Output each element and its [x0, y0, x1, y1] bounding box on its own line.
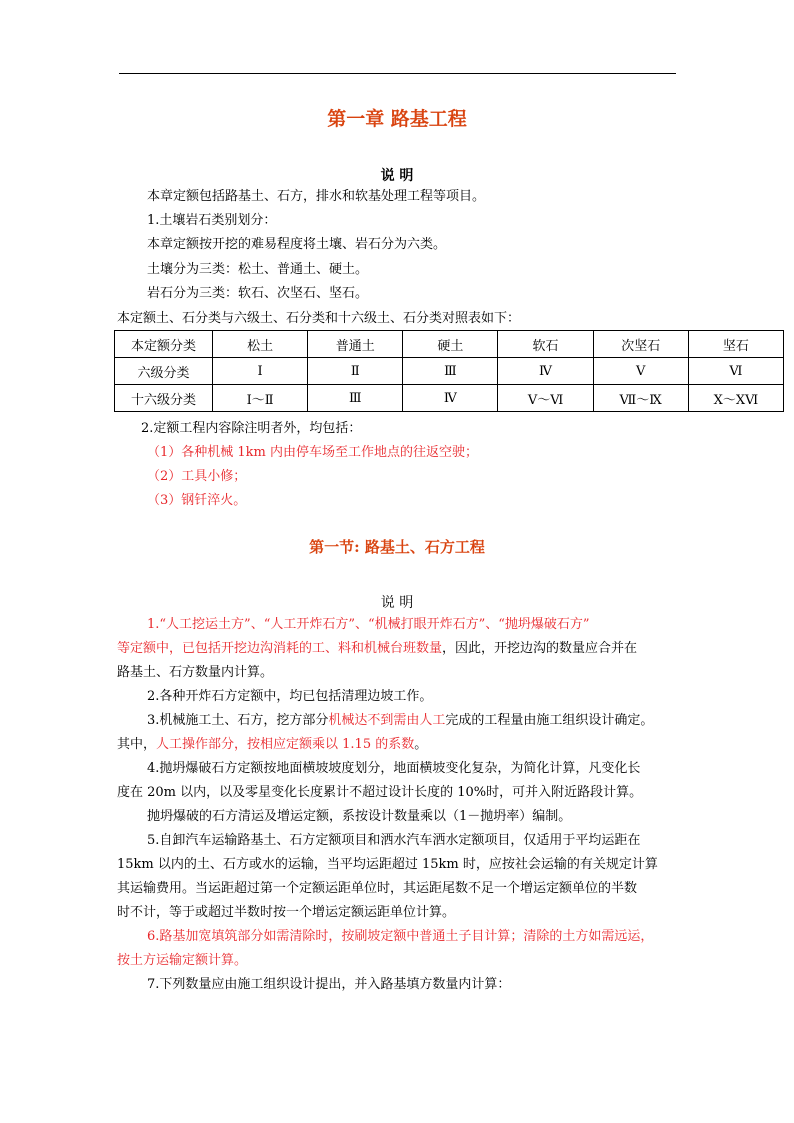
exclusions-lead: 2.定额工程内容除注明者外，均包括：	[141, 421, 362, 436]
highlight-text: 等定额中，已包括开挖边沟消耗的工、料和机械台班数量	[117, 641, 443, 656]
normal-text: 。	[414, 737, 428, 752]
table-cell: 硬土	[403, 331, 498, 358]
table-cell: Ⅳ	[498, 358, 593, 385]
section-paragraph-1b	[117, 640, 637, 658]
section-title: 第一节: 路基土、石方工程	[309, 538, 485, 556]
table-cell: Ⅳ	[403, 385, 498, 412]
section-paragraph-2: 2.各种开炸石方定额中，均已包括清理边坡工作。	[147, 689, 433, 704]
exclusion-item: （3）钢钎淬火。	[147, 493, 247, 508]
table-cell: Ⅹ～ⅩⅥ	[688, 385, 783, 412]
exclusion-item: （2）工具小修；	[147, 469, 247, 484]
normal-text: 3.机械施工土、石方，挖方部分	[147, 713, 329, 728]
section-paragraph-5b: 15km 以内的土、石方或水的运输，当平均运距超过 15km 时，应按社会运输的有关规定计算	[117, 857, 658, 872]
table-cell: Ⅲ	[308, 385, 403, 412]
table-cell: Ⅶ～Ⅸ	[593, 385, 688, 412]
table-row-six-grade	[115, 358, 784, 385]
table-cell: Ⅵ	[688, 358, 783, 385]
intro-heading: 说 明	[380, 168, 414, 184]
table-cell: 松土	[213, 331, 308, 358]
normal-text: 其中，	[117, 737, 157, 752]
soil-rock-classification-table	[114, 330, 784, 412]
section-paragraph-3a	[147, 712, 653, 730]
table-cell: Ⅴ～Ⅵ	[498, 385, 593, 412]
intro-paragraph-3: 本章定额按开挖的难易程度将土壤、岩石分为六类。	[147, 237, 447, 252]
table-cell: 软石	[498, 331, 593, 358]
header-rule	[119, 73, 676, 74]
intro-paragraph-2: 1.土壤岩石类别划分：	[147, 213, 277, 228]
exclusion-item: （1）各种机械 1km 内由停车场至工作地点的往返空驶；	[147, 445, 479, 460]
highlight-text: 机械达不到需由人工	[328, 713, 446, 728]
section-paragraph-4a: 4.抛坍爆破石方定额按地面横坡坡度划分，地面横坡变化复杂，为简化计算，凡变化长	[147, 761, 641, 776]
table-cell: Ⅰ～Ⅱ	[213, 385, 308, 412]
table-cell: 六级分类	[115, 358, 213, 385]
section-paragraph-7: 7.下列数量应由施工组织设计提出，并入路基填方数量内计算：	[147, 977, 511, 992]
section-paragraph-4c: 抛坍爆破的石方清运及增运定额，系按设计数量乘以（1－抛坍率）编制。	[147, 809, 572, 824]
table-row-header	[115, 331, 784, 358]
table-cell: 坚石	[688, 331, 783, 358]
section-paragraph-5a: 5.自卸汽车运输路基土、石方定额项目和洒水汽车洒水定额项目，仅适用于平均运距在	[147, 833, 641, 848]
normal-text: 完成的工程量由施工组织设计确定。	[445, 713, 654, 728]
table-cell: Ⅰ	[213, 358, 308, 385]
intro-paragraph-1: 本章定额包括路基土、石方，排水和软基处理工程等项目。	[147, 189, 486, 204]
normal-text: ，因此，开挖边沟的数量应合并在	[442, 641, 638, 656]
section-paragraph-1a: 1.“人工挖运土方”、“人工开炸石方”、“机械打眼开炸石方”、“抛坍爆破石方”	[147, 617, 590, 632]
table-row-sixteen-grade	[115, 385, 784, 412]
section-paragraph-5d: 时不计，等于或超过半数时按一个增运定额运距单位计算。	[117, 905, 456, 920]
section-paragraph-5c: 其运输费用。当运距超过第一个定额运距单位时，其运距尾数不足一个增运定额单位的半数	[117, 881, 638, 896]
section-paragraph-6a: 6.路基加宽填筑部分如需清除时，按刷坡定额中普通土子目计算；清除的土方如需远运，	[147, 929, 654, 944]
table-cell: 次坚石	[593, 331, 688, 358]
table-cell: Ⅱ	[308, 358, 403, 385]
section-paragraph-3b	[117, 736, 427, 754]
intro-paragraph-5: 岩石分为三类：软石、次坚石、坚石。	[147, 286, 369, 301]
table-caption: 本定额土、石分类与六级土、石分类和十六级土、石分类对照表如下：	[117, 311, 521, 326]
table-cell: Ⅴ	[593, 358, 688, 385]
highlight-text: 人工操作部分，按相应定额乘以 1.15 的系数	[156, 737, 415, 752]
section-paragraph-4b: 度在 20m 以内，以及零星变化长度累计不超过设计长度的 10%时，可并入附近路段计算。	[117, 785, 643, 800]
section-heading: 说 明	[380, 595, 414, 611]
section-paragraph-6b: 按土方运输定额计算。	[117, 953, 248, 968]
table-cell: 普通土	[308, 331, 403, 358]
table-cell: 十六级分类	[115, 385, 213, 412]
table-cell: 本定额分类	[115, 331, 213, 358]
section-paragraph-1c: 路基土、石方数量内计算。	[117, 665, 274, 680]
intro-paragraph-4: 土壤分为三类：松土、普通土、硬土。	[147, 262, 369, 277]
chapter-title: 第一章 路基工程	[327, 108, 467, 130]
table-cell: Ⅲ	[403, 358, 498, 385]
